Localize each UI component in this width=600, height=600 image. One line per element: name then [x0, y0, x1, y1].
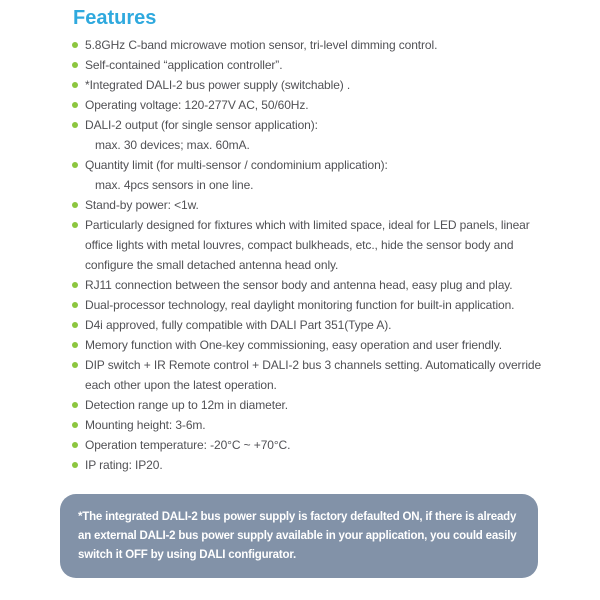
footnote-line: switch it OFF by using DALI configurator.	[78, 549, 296, 561]
feature-item	[72, 395, 577, 415]
feature-text: Particularly designed for fixtures which with limited space, ideal for LED panels, linear	[85, 218, 530, 232]
footnote-line: *The integrated DALI-2 bus power supply is factory defaulted ON, if there is already	[78, 511, 517, 523]
feature-line	[72, 155, 577, 175]
feature-item	[72, 155, 577, 195]
feature-item	[72, 115, 577, 155]
feature-text: Operation temperature: -20°C ~ +70°C.	[85, 438, 291, 452]
feature-text: *Integrated DALI-2 bus power supply (switchable) .	[85, 78, 351, 92]
feature-item	[72, 35, 577, 55]
bullet-icon	[72, 362, 78, 368]
feature-line-continuation	[72, 235, 577, 255]
bullet-icon	[72, 442, 78, 448]
feature-line	[72, 315, 577, 335]
feature-item	[72, 335, 577, 355]
footnote-line: an external DALI-2 bus power supply available in your application, you could easily	[78, 530, 517, 542]
bullet-icon	[72, 322, 78, 328]
feature-line	[72, 415, 577, 435]
feature-line	[72, 355, 577, 375]
bullet-icon	[72, 462, 78, 468]
features-list	[72, 35, 577, 475]
bullet-icon	[72, 102, 78, 108]
bullet-icon	[72, 62, 78, 68]
feature-text: each other upon the latest operation.	[85, 378, 277, 392]
feature-text: Self-contained “application controller”.	[85, 58, 283, 72]
bullet-icon	[72, 202, 78, 208]
bullet-icon	[72, 422, 78, 428]
feature-text: Quantity limit (for multi-sensor / condominium application):	[85, 158, 388, 172]
feature-item	[72, 95, 577, 115]
feature-text: DALI-2 output (for single sensor application):	[85, 118, 318, 132]
feature-item	[72, 415, 577, 435]
feature-text: max. 4pcs sensors in one line.	[95, 178, 254, 192]
feature-line	[72, 295, 577, 315]
feature-line	[72, 435, 577, 455]
bullet-icon	[72, 222, 78, 228]
feature-line	[72, 395, 577, 415]
bullet-icon	[72, 342, 78, 348]
feature-text: RJ11 connection between the sensor body and antenna head, easy plug and play.	[85, 278, 513, 292]
feature-item	[72, 435, 577, 455]
feature-item	[72, 455, 577, 475]
feature-line-continuation	[72, 255, 577, 275]
feature-text: max. 30 devices; max. 60mA.	[95, 138, 250, 152]
feature-item	[72, 55, 577, 75]
feature-line-continuation	[72, 135, 577, 155]
bullet-icon	[72, 282, 78, 288]
feature-text: IP rating: IP20.	[85, 458, 163, 472]
feature-item	[72, 275, 577, 295]
feature-item	[72, 315, 577, 335]
feature-line	[72, 115, 577, 135]
feature-line	[72, 455, 577, 475]
footnote-box	[60, 494, 538, 578]
page-title: Features	[73, 7, 157, 29]
bullet-icon	[72, 402, 78, 408]
feature-item	[72, 355, 577, 395]
feature-text: configure the small detached antenna head only.	[85, 258, 339, 272]
feature-text: Mounting height: 3-6m.	[85, 418, 206, 432]
feature-text: Operating voltage: 120-277V AC, 50/60Hz.	[85, 98, 309, 112]
feature-text: D4i approved, fully compatible with DALI Part 351(Type A).	[85, 318, 392, 332]
feature-text: 5.8GHz C-band microwave motion sensor, tri-level dimming control.	[85, 38, 438, 52]
feature-line	[72, 55, 577, 75]
feature-line	[72, 335, 577, 355]
feature-item	[72, 215, 577, 275]
feature-line	[72, 35, 577, 55]
feature-line-continuation	[72, 175, 577, 195]
feature-text: Dual-processor technology, real daylight monitoring function for built-in application.	[85, 298, 515, 312]
feature-text: Stand-by power: <1w.	[85, 198, 199, 212]
bullet-icon	[72, 82, 78, 88]
bullet-icon	[72, 302, 78, 308]
feature-item	[72, 195, 577, 215]
bullet-icon	[72, 162, 78, 168]
feature-text: Memory function with One-key commissioning, easy operation and user friendly.	[85, 338, 502, 352]
feature-item	[72, 75, 577, 95]
feature-line	[72, 195, 577, 215]
feature-line-continuation	[72, 375, 577, 395]
feature-line	[72, 75, 577, 95]
feature-line	[72, 215, 577, 235]
feature-line	[72, 95, 577, 115]
bullet-icon	[72, 42, 78, 48]
feature-text: Detection range up to 12m in diameter.	[85, 398, 288, 412]
feature-line	[72, 275, 577, 295]
feature-text: office lights with metal louvres, compact bulkheads, etc., hide the sensor body and	[85, 238, 514, 252]
feature-text: DIP switch + IR Remote control + DALI-2 bus 3 channels setting. Automatically override	[85, 358, 542, 372]
feature-item	[72, 295, 577, 315]
bullet-icon	[72, 122, 78, 128]
